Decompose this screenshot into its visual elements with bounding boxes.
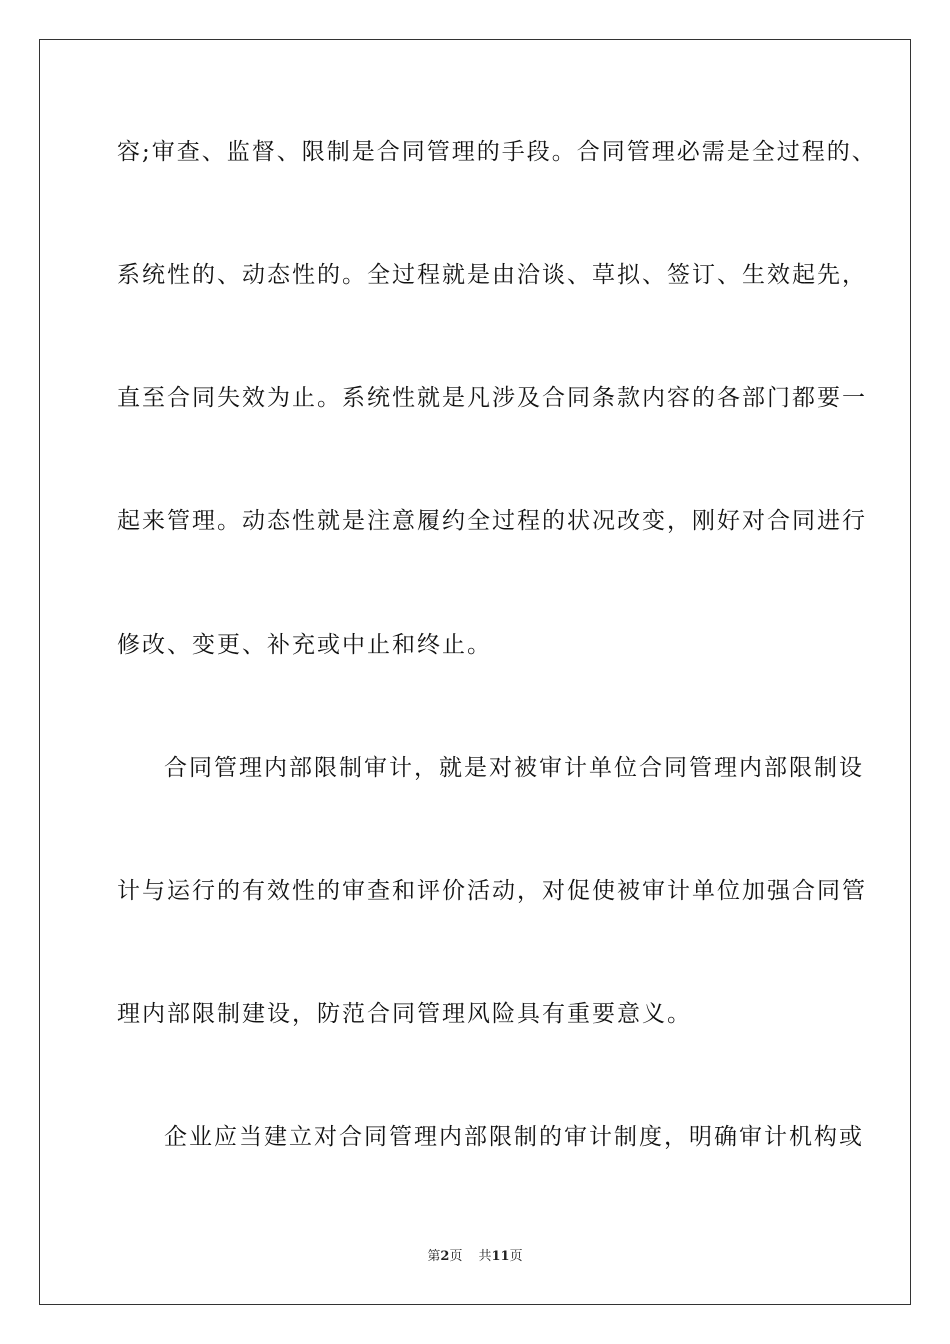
paragraph-2-line-2: 计与运行的有效性的审查和评价活动，对促使被审计单位加强合同管 (117, 878, 867, 904)
text-line-5: 修改、变更、补充或中止和终止。 (117, 632, 492, 658)
text-line-3: 直至合同失效为止。系统性就是凡涉及合同条款内容的各部门都要一 (117, 385, 867, 411)
page-footer (0, 1248, 950, 1266)
text-line-4: 起来管理。动态性就是注意履约全过程的状况改变，刚好对合同进行 (117, 508, 867, 534)
footer-page-prefix: 第 (427, 1249, 441, 1264)
paragraph-2-line-1: 合同管理内部限制审计，就是对被审计单位合同管理内部限制设 (164, 755, 864, 781)
footer-page-suffix: 页 (449, 1249, 463, 1264)
page-border (39, 39, 911, 1305)
paragraph-2-line-3: 理内部限制建设，防范合同管理风险具有重要意义。 (117, 1001, 692, 1027)
text-line-1: 容;审查、监督、限制是合同管理的手段。合同管理必需是全过程的、 (117, 139, 877, 165)
paragraph-3-line-1: 企业应当建立对合同管理内部限制的审计制度，明确审计机构或 (164, 1124, 864, 1150)
footer-page-number: 2 (440, 1249, 450, 1264)
text-line-2: 系统性的、动态性的。全过程就是由洽谈、草拟、签订、生效起先， (117, 262, 867, 288)
footer-total-pages: 11 (491, 1249, 510, 1264)
footer-total-suffix: 页 (509, 1249, 523, 1264)
footer-total-prefix: 共 (478, 1249, 492, 1264)
